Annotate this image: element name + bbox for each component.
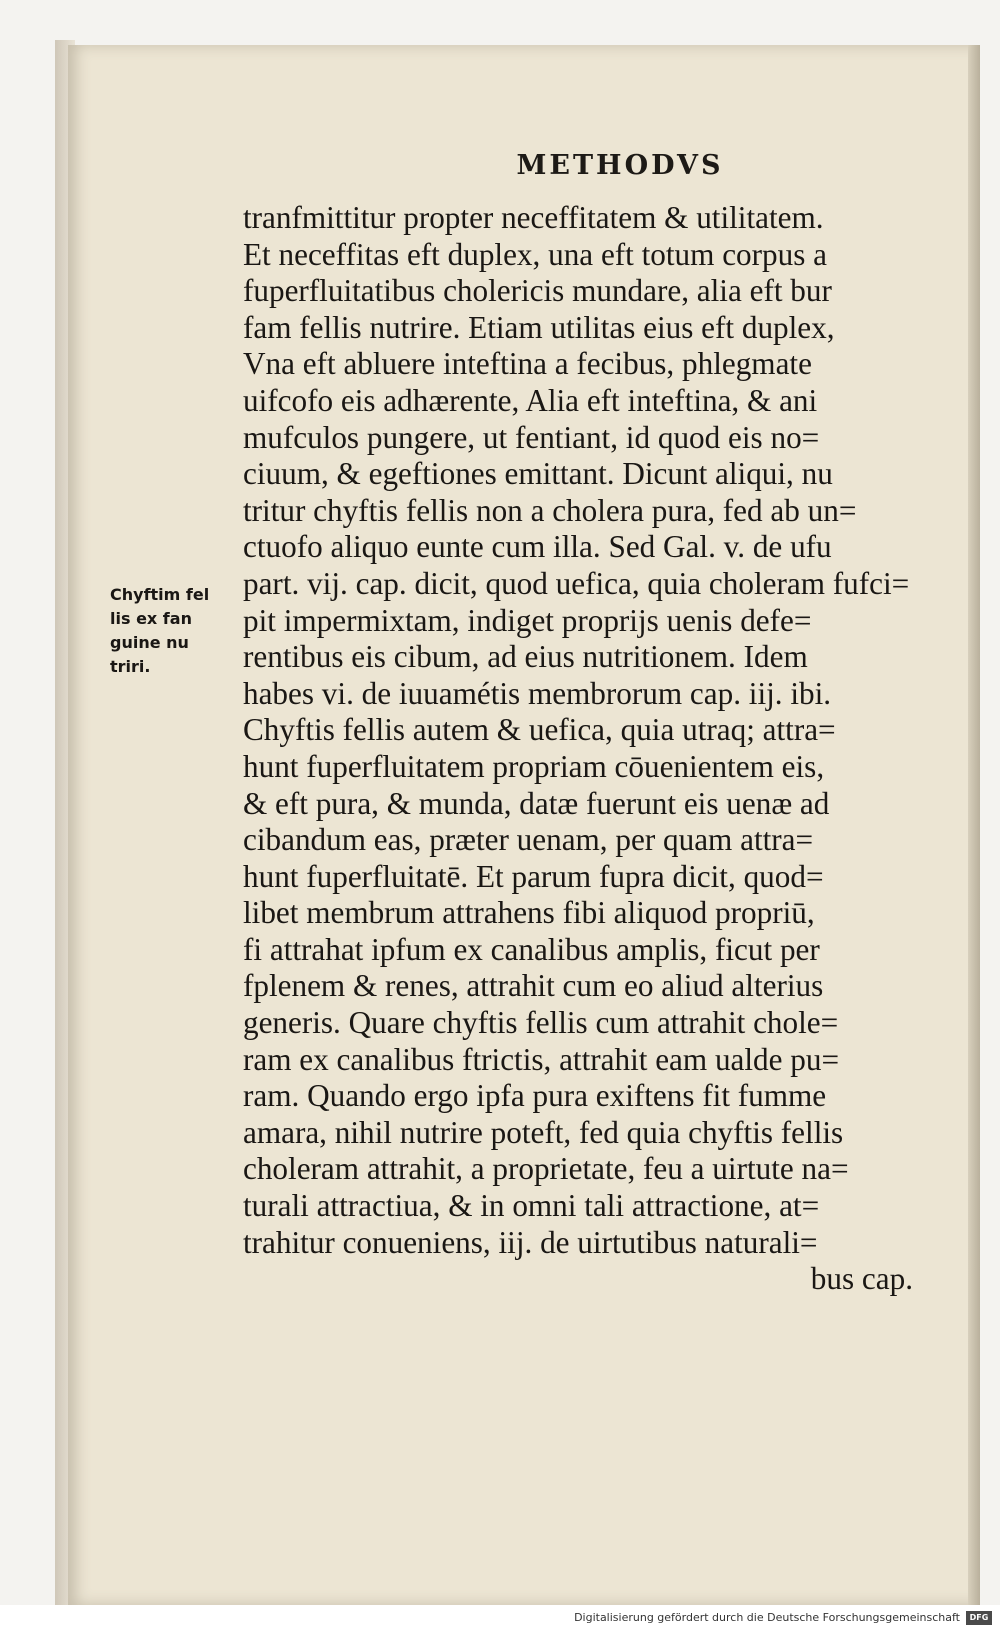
page-edge [968,45,980,1605]
text-line: habes vi. de iuuamétis membrorum cap. iij. ibi. [243,675,832,711]
text-line: ctuofo aliquo eunte cum illa. Sed Gal. v. de ufu [243,529,832,565]
footer-bar [0,1605,1000,1630]
text-line: amara, nihil nutrire poteft, fed quia chyftis fellis [243,1114,844,1150]
text-line: ciuum, & egeftiones emittant. Dicunt aliqui, nu [243,456,833,492]
running-head: METHODVS [516,150,724,181]
text-line: ram. Quando ergo ipfa pura exiftens fit fumme [243,1078,827,1114]
marginal-note-line: guine nu [110,633,189,652]
text-line: Vna eft abluere inteftina a fecibus, phlegmate [243,346,812,382]
marginal-note-line: triri. [110,657,151,676]
text-line: pit impermixtam, indiget proprijs uenis defe= [243,602,812,638]
text-line: tranfmittitur propter neceffitatem & utilitatem. [243,200,824,235]
marginal-note [110,583,245,679]
text-line: tritur chyftis fellis non a cholera pura, fed ab un= [243,492,857,528]
text-line: fi attrahat ipfum ex canalibus amplis, ficut per [243,931,820,967]
text-line: ram ex canalibus ftrictis, attrahit eam ualde pu= [243,1041,840,1077]
text-line: cibandum eas, præter uenam, per quam attra= [243,822,814,858]
text-line: libet membrum attrahens fibi aliquod propriū, [243,895,815,931]
text-line: Et neceffitas eft duplex, una eft totum corpus a [243,236,827,272]
catchword-line: bus cap. [810,1261,913,1297]
text-line: generis. Quare chyftis fellis cum attrahit chole= [243,1005,839,1041]
footer-credit: Digitalisierung gefördert durch die Deutsche Forschungsgemeinschaft [574,1611,960,1624]
marginal-note-line: lis ex fan [110,609,192,628]
text-line: hunt fuperfluitatē. Et parum fupra dicit, quod= [243,858,824,894]
text-line: uifcofo eis adhærente, Alia eft inteftina, & ani [243,382,818,418]
text-line: fam fellis nutrire. Etiam utilitas eius eft duplex, [243,309,835,345]
text-line: part. vij. cap. dicit, quod uefica, quia choleram fufci= [243,565,910,601]
text-line: fuperfluitatibus cholericis mundare, alia eft bur [243,273,832,309]
text-line: hunt fuperfluitatem propriam cōuenientem eis, [243,748,825,784]
text-line: & eft pura, & munda, datæ fuerunt eis uenæ ad [243,785,830,821]
main-text-block [243,200,913,1298]
text-line: choleram attrahit, a proprietate, feu a uirtute na= [243,1151,849,1187]
text-line: rentibus eis cibum, ad eius nutritionem. Idem [243,639,808,675]
text-line: fplenem & renes, attrahit cum eo aliud alterius [243,968,824,1004]
dfg-logo-icon: DFG [966,1611,992,1625]
text-line: trahitur conueniens, iij. de uirtutibus naturali= [243,1224,818,1260]
text-line: turali attractiua, & in omni tali attractione, at= [243,1188,820,1224]
text-line: mufculos pungere, ut fentiant, id quod eis no= [243,419,820,455]
text-line: Chyftis fellis autem & uefica, quia utraq; attra= [243,712,836,748]
marginal-note-line: Chyftim fel [110,585,210,604]
